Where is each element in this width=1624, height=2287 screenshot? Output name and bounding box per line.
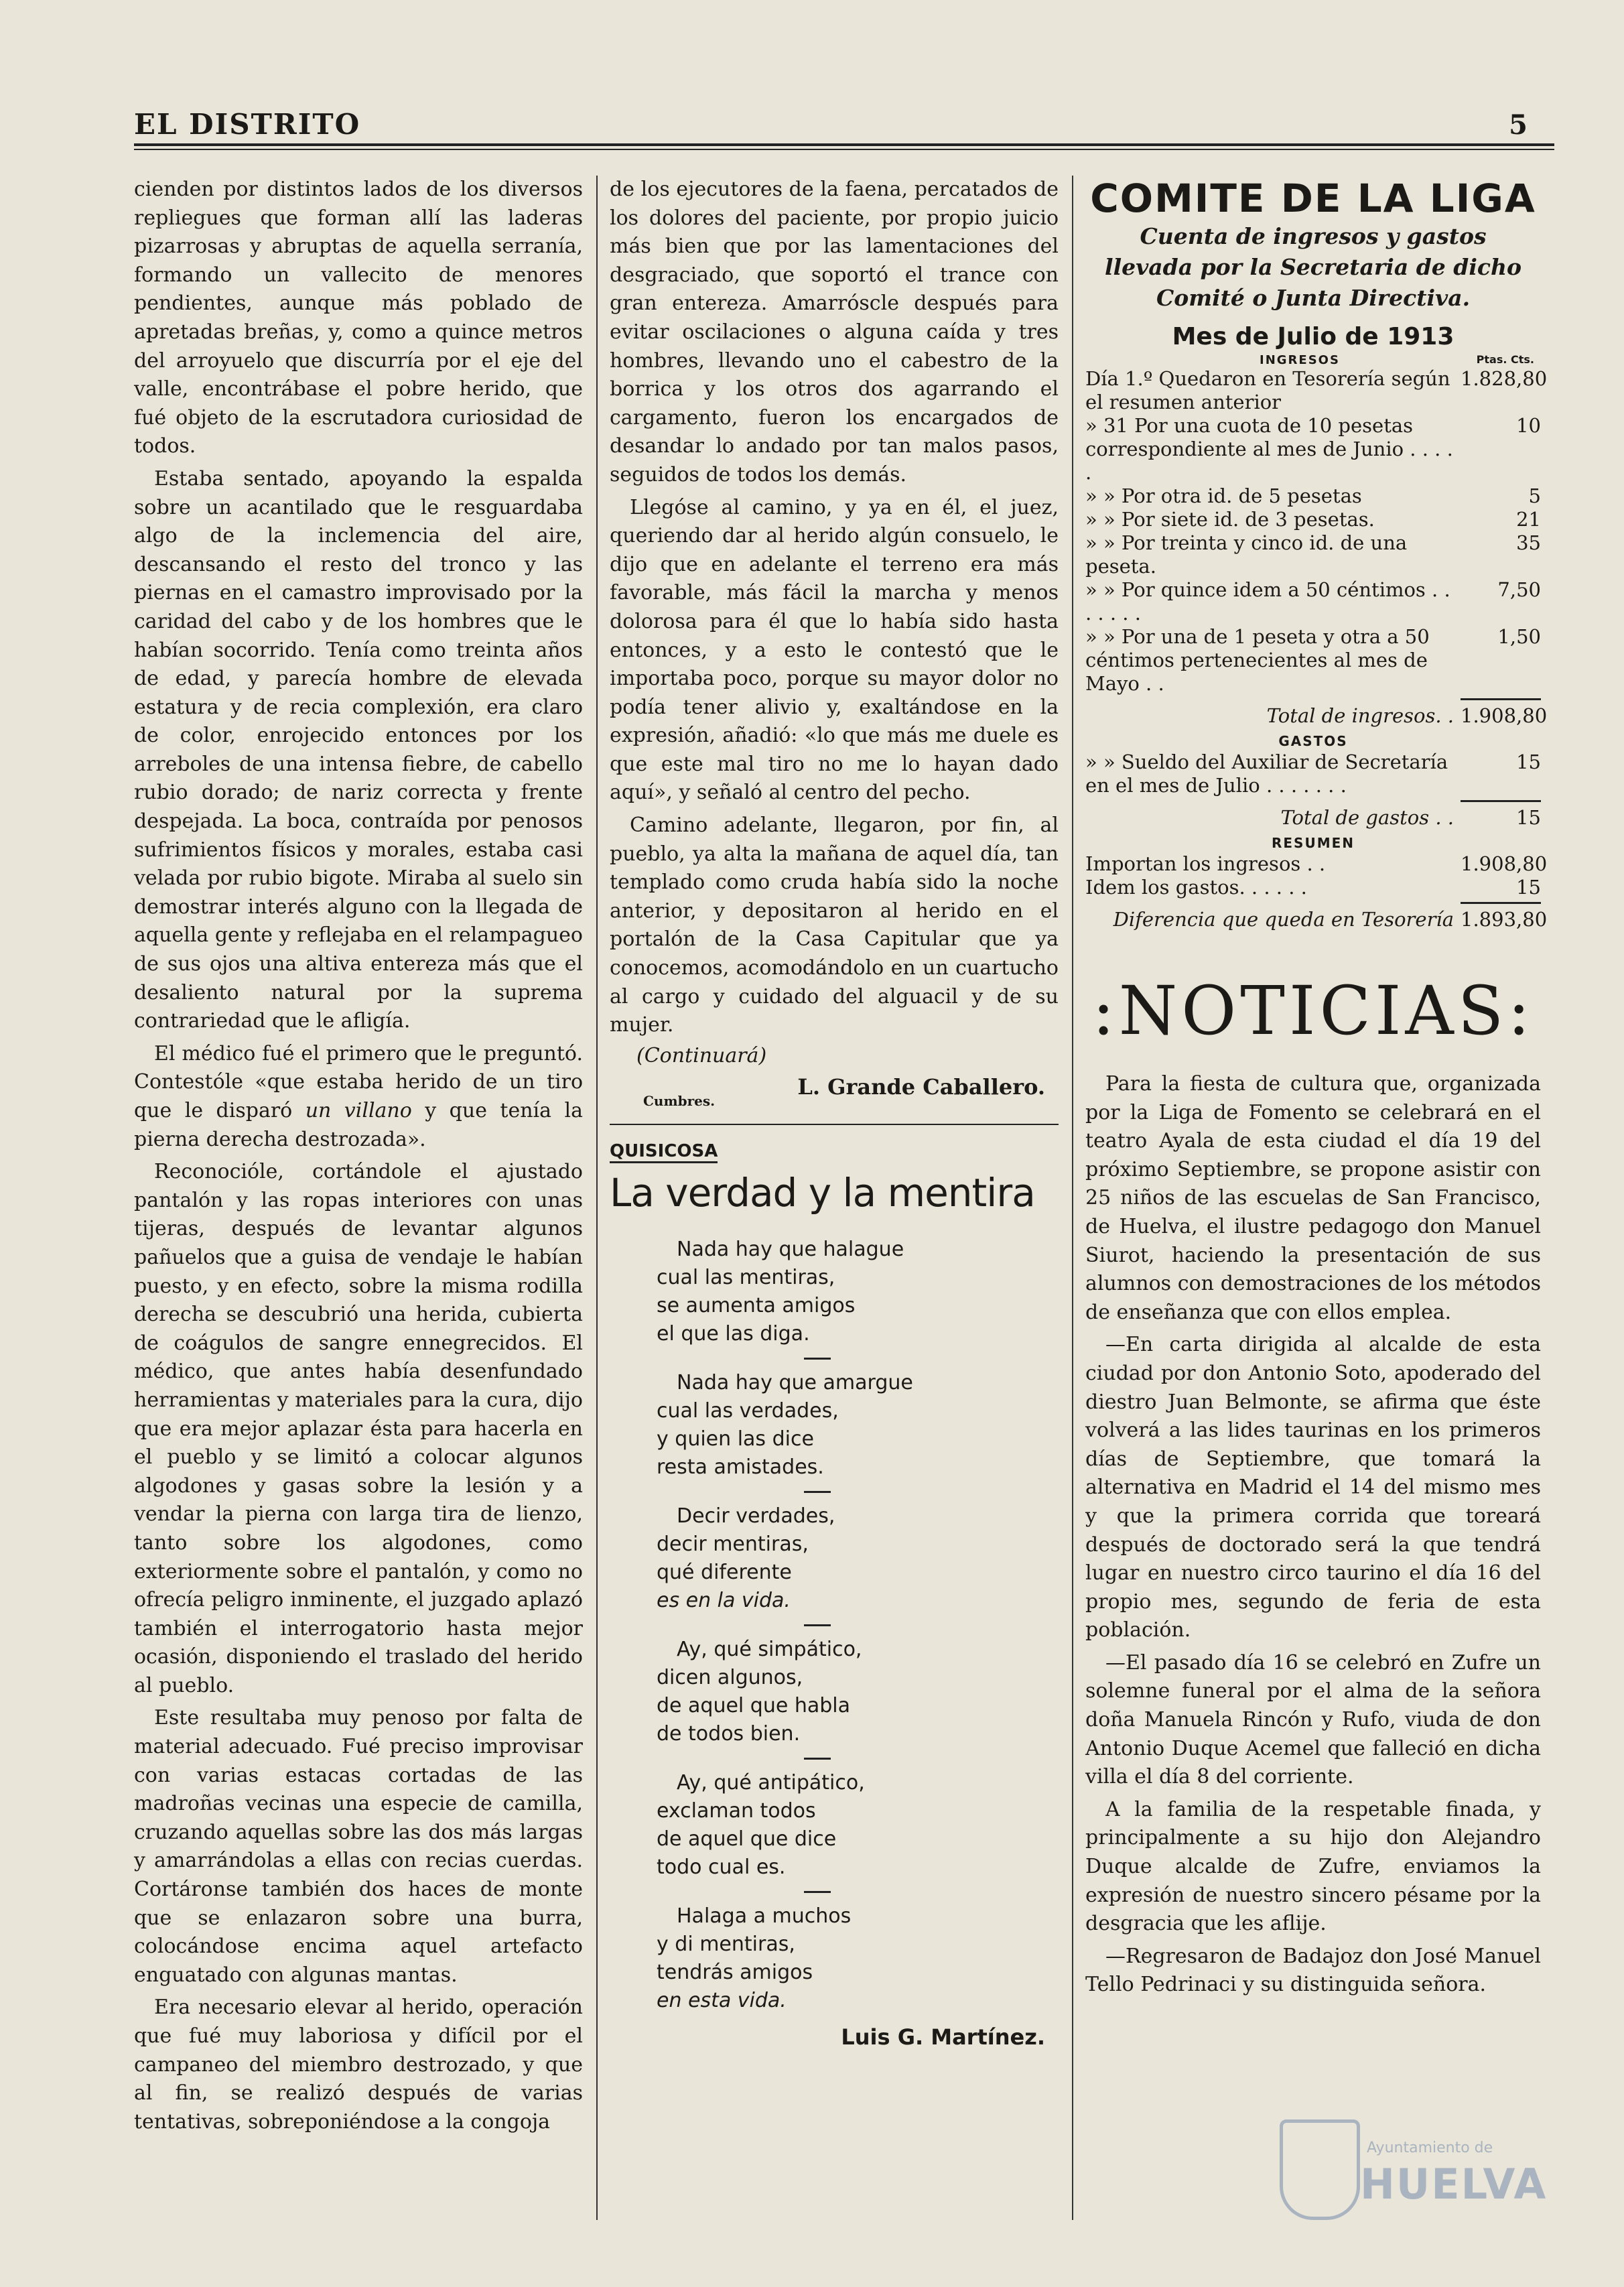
total-ingresos-row bbox=[1085, 704, 1548, 728]
poem-line: en esta vida. bbox=[657, 1988, 787, 2012]
paragraph: Reconocióle, cortándole el ajustado pantalón y las ropas interiores con unas tijeras, después de levantar algunos pañuelos que a guisa de vendaje le habían puesto, y en efecto, sobre la misma rodilla derecha se descubrió una herida, cubierta de coágulos de sangre ennegrecidos. El médico, que antes había desenfundado herramientas y materiales para la cura, dijo que era mejor aplazar ésta para hacerla en el pueblo y se limitó a colocar algunos algodones y gasas sobre la lesión y a vendar la pierna con larga tira de lienzo, tanto sobre los algodones, como exteriormente sobre el pantalón, y como no ofrecía peligro inminente, el juzgado aplazó también el interrogatorio hasta mejor ocasión, disponiendo el traslado del herido al pueblo. bbox=[134, 1160, 583, 1697]
poem-line: cual las verdades, bbox=[657, 1398, 839, 1423]
ingreso-row bbox=[1085, 414, 1541, 484]
ingreso-row-description: » » Por una de 1 peseta y otra a 50 céntimos pertenecientes al mes de Mayo . . bbox=[1085, 625, 1430, 695]
gasto-row-description: » » Sueldo del Auxiliar de Secretaría en el mes de Julio . . . . . . . bbox=[1085, 750, 1448, 797]
ingreso-row bbox=[1085, 367, 1548, 414]
paragraph bbox=[134, 1040, 583, 1154]
poem-line: Ay, qué antipático, bbox=[677, 1770, 865, 1794]
ingreso-row-description: » 31 Por una cuota de 10 pesetas correspondiente al mes de Junio . . . . . bbox=[1085, 414, 1453, 484]
sum-rule bbox=[1461, 902, 1541, 904]
ingreso-row bbox=[1085, 508, 1541, 531]
poem-line: cual las mentiras, bbox=[657, 1265, 835, 1289]
resumen-row bbox=[1085, 876, 1541, 899]
resumen-row-amount: 1.908,80 bbox=[1461, 852, 1548, 875]
ingresos-label: INGRESOS bbox=[1260, 353, 1340, 367]
news-paragraph: —El pasado día 16 se celebró en Zufre un solemne funeral por el alma de la señora doña Manuela Rincón y Rufo, viuda de don Antonio Duque Acemel que falleció en dicha villa el día 8 del corriente. bbox=[1085, 1650, 1541, 1789]
page-header bbox=[134, 101, 1554, 141]
poem-line: el que las diga. bbox=[657, 1321, 810, 1346]
news-paragraph: A la familia de la respetable finada, y principalmente a su hijo don Alejandro Duque alcalde de Zufre, enviamos la expresión de nuestro sincero pésame por la desgracia que les aflije. bbox=[1085, 1797, 1541, 1936]
gastos-list bbox=[1085, 750, 1541, 797]
ingreso-row bbox=[1085, 625, 1541, 696]
poem-line: todo cual es. bbox=[657, 1855, 786, 1879]
paragraph: Estaba sentado, apoyando la espalda sobre un acantilado que le resguardaba algo de la inclemencia del aire, descansando el resto del tronco y las piernas en el camastro improvisado por la caridad del cabo y de los hombres que le habían socorrido. Tenía como treinta años de edad, y parecía hombre de elevada estatura y de recia complexión, era claro de color, enrojecido entonces por los arreboles de una intensa fiebre, de cabello rubio dorado; de nariz correcta y frente despejada. La boca, contraída por penosos sufrimientos físicos y morales, estaba casi velada por rubio bigote. Miraba al suelo sin demostrar interés alguno con la llegada de aquella gente y reflejaba en el relampagueo de sus ojos una altiva entereza más que el desaliento natural por la suprema contrariedad que le afligía. bbox=[134, 466, 583, 1033]
resumen-label: RESUMEN bbox=[1271, 835, 1355, 851]
poem-line: qué diferente bbox=[657, 1560, 792, 1584]
paragraph: cienden por distintos lados de los diversos repliegues que forman allí las laderas pizarrosas y abruptas de aquella serranía, formando un vallecito de menores pendientes, aunque más poblado de apretadas breñas, y, como a quince metros del arroyuelo que discurría por el eje del valle, encontrábase el pobre herido, que fué objeto de la escrutadora curiosidad de todos. bbox=[134, 178, 583, 458]
paragraph: Llegóse al camino, y ya en él, el juez, queriendo dar al herido algún consuelo, le dijo que en adelante el terreno era más favorable, más fácil la marcha y menos dolorosa para él que lo había sido hasta entonces, y a esto le contestó que le importaba poco, porque su mayor dolor no podía tener alivio y, exaltándose en la expresión, añadió: «lo que más me duele es que este mal tiro no me lo hayan dado aquí», y señaló al centro del pecho. bbox=[610, 495, 1059, 805]
poem-title: La verdad y la mentira bbox=[610, 1169, 1035, 1216]
poem-line: tendrás amigos bbox=[657, 1960, 813, 1984]
watermark-line2: HUELVA bbox=[1360, 2160, 1548, 2209]
ingreso-row-amount: 10 bbox=[1516, 414, 1541, 437]
resumen-row-amount: 15 bbox=[1516, 876, 1541, 899]
ingreso-row-amount: 1,50 bbox=[1497, 625, 1541, 648]
poem-line: y di mentiras, bbox=[657, 1932, 795, 1956]
poem bbox=[610, 1236, 1059, 2015]
stanza-divider bbox=[804, 1358, 831, 1360]
ingreso-row-amount: 5 bbox=[1528, 484, 1541, 507]
poem-line: Nada hay que amargue bbox=[677, 1370, 913, 1394]
stanza-divider bbox=[804, 1758, 831, 1760]
total-ingresos-value: 1.908,80 bbox=[1461, 704, 1548, 727]
ingreso-row-description: » » Por otra id. de 5 pesetas bbox=[1085, 484, 1362, 507]
currency-label: Ptas. Cts. bbox=[1476, 353, 1534, 366]
column-2 bbox=[610, 176, 1059, 2050]
total-ingresos-label: Total de ingresos. . bbox=[1266, 704, 1454, 727]
stanza-divider bbox=[804, 1891, 831, 1893]
liga-subtitle: llevada por la Secretaria de dicho Comité o Junta Directiva. bbox=[1105, 254, 1521, 311]
ingreso-row-amount: 21 bbox=[1516, 508, 1541, 531]
column-1 bbox=[134, 176, 583, 2140]
diferencia-label: Diferencia que queda en Tesorería bbox=[1113, 908, 1454, 931]
total-gastos-row bbox=[1085, 806, 1541, 830]
poem-line: resta amistades. bbox=[657, 1455, 824, 1479]
watermark-line1: Ayuntamiento de bbox=[1367, 2140, 1493, 2156]
news-paragraph: Para la fiesta de cultura que, organizada por la Liga de Fomento se celebrará en el teatro Ayala de esta ciudad el día 19 del próximo Septiembre, se propone asistir con 25 niños de las escuelas de San Francisco, de Huelva, el ilustre pedagogo don Manuel Siurot, haciendo la presentación de sus alumnos con demostraciones de los métodos de enseñanza que con ellos emplea. bbox=[1085, 1072, 1541, 1324]
masthead: EL DISTRITO bbox=[134, 108, 361, 141]
poem-line: Nada hay que halague bbox=[677, 1237, 904, 1261]
poem-stanza bbox=[657, 1236, 1059, 1348]
article-place: Cumbres. bbox=[643, 1092, 716, 1109]
poem-author: Luis G. Martínez. bbox=[841, 2024, 1045, 2050]
header-rule bbox=[134, 143, 1554, 146]
resumen-list bbox=[1085, 852, 1548, 899]
stanza-divider bbox=[804, 1491, 831, 1493]
sum-rule bbox=[1461, 800, 1541, 802]
poem-stanza bbox=[657, 1369, 1059, 1482]
ingreso-row-amount: 35 bbox=[1516, 531, 1541, 554]
poem-line: exclaman todos bbox=[657, 1799, 816, 1823]
paragraph: Camino adelante, llegaron, por fin, al pueblo, ya alta la mañana de aquel día, tan templado como cruda había sido la noche anterior, y depositaron al herido en el portalón de la Casa Capitular que ya conocemos, acomodándolo en un cuartucho al cargo y cuidado del alguacil y de su mujer. bbox=[610, 813, 1059, 1037]
ingresos-header bbox=[1085, 353, 1541, 367]
poem-line: Ay, qué simpático, bbox=[677, 1637, 862, 1661]
liga-title: COMITE DE LA LIGA bbox=[1090, 176, 1536, 221]
ingreso-row-description: » » Por siete id. de 3 pesetas. bbox=[1085, 508, 1375, 531]
column-3 bbox=[1085, 176, 1548, 2004]
news-paragraph: —Regresaron de Badajoz don José Manuel Tello Pedrinaci y su distinguida señora. bbox=[1085, 1944, 1541, 1997]
page-number: 5 bbox=[1509, 109, 1528, 141]
column-divider bbox=[1072, 176, 1073, 2220]
diferencia-row bbox=[1085, 908, 1548, 931]
gastos-label: GASTOS bbox=[1278, 733, 1348, 749]
poem-line: es en la vida. bbox=[657, 1588, 791, 1612]
newspaper-page bbox=[121, 0, 1554, 2287]
paragraph: Era necesario elevar al herido, operación que fué muy laboriosa y difícil por el campaneo del miembro destrozado, y que al fin, se realizó después de varias tentativas, sobreponiéndose a la congoja bbox=[134, 1996, 583, 2134]
ingresos-list bbox=[1085, 367, 1548, 696]
poem-line: se aumenta amigos bbox=[657, 1293, 856, 1317]
text-run: El médico fué el primero que le preguntó. Contestóle «que estaba herido de un tiro que le disparó bbox=[134, 1041, 583, 1122]
resumen-row-description: Importan los ingresos . . bbox=[1085, 852, 1326, 875]
ingreso-row-description: » » Por treinta y cinco id. de una peseta. bbox=[1085, 531, 1408, 578]
ingreso-row-description: Día 1.º Quedaron en Tesorería según el resumen anterior bbox=[1085, 367, 1450, 413]
stanza-divider bbox=[804, 1624, 831, 1626]
ingreso-row-amount: 7,50 bbox=[1497, 578, 1541, 601]
text-run: y que tenía la pierna derecha destrozada». bbox=[134, 1099, 583, 1151]
resumen-row bbox=[1085, 852, 1548, 876]
paragraph: de los ejecutores de la faena, percatados de los dolores del paciente, por propio juicio más bien que por las lamentaciones del desgraciado, que soportó el trance con gran entereza. Amarróscle después para evitar oscilaciones o alguna caída y tres hombres, llevando uno el cabestro de la borrica y los otros dos agarrando el cargamento, fueron los encargados de desandar lo andado por tan malos pasos, seguidos de todos los demás. bbox=[610, 178, 1059, 486]
ingreso-row-description: » » Por quince idem a 50 céntimos . . . . . . . bbox=[1085, 578, 1450, 625]
section-rule bbox=[610, 1124, 1059, 1125]
poem-stanza bbox=[657, 1636, 1059, 1748]
archive-watermark bbox=[1280, 2113, 1548, 2233]
ingreso-row bbox=[1085, 484, 1541, 508]
coat-of-arms-icon bbox=[1280, 2119, 1360, 2220]
total-gastos-label: Total de gastos . . bbox=[1280, 806, 1454, 829]
column-divider bbox=[596, 176, 598, 2220]
poem-stanza bbox=[657, 1502, 1059, 1615]
poem-line: dicen algunos, bbox=[657, 1665, 803, 1689]
section-kicker: QUISICOSA bbox=[610, 1141, 718, 1163]
total-gastos-value: 15 bbox=[1516, 806, 1541, 829]
poem-line: Decir verdades, bbox=[677, 1504, 835, 1528]
emphasis-text: un villano bbox=[305, 1099, 412, 1122]
noticias-title: :NOTICIAS: bbox=[1092, 972, 1534, 1050]
liga-subtitle: Cuenta de ingresos y gastos bbox=[1140, 223, 1487, 249]
poem-line: y quien las dice bbox=[657, 1427, 814, 1451]
noticias-list bbox=[1085, 1070, 1541, 2000]
poem-line: de aquel que dice bbox=[657, 1827, 837, 1851]
header-rule-thin bbox=[134, 149, 1554, 150]
gasto-row bbox=[1085, 750, 1541, 797]
poem-line: de todos bien. bbox=[657, 1721, 801, 1746]
accounts-month: Mes de Julio de 1913 bbox=[1172, 323, 1454, 350]
ingreso-row bbox=[1085, 531, 1541, 578]
poem-stanza bbox=[657, 1769, 1059, 1882]
paragraph: Este resultaba muy penoso por falta de material adecuado. Fué preciso improvisar con varias estacas cortadas de las madroñas vecinas una especie de camilla, cruzando aquellas sobre las dos más largas y amarrándolas a ellas con recias cuerdas. Cortáronse también dos haces de monte que se enlazaron sobre una burra, colocándose encima aquel artefacto enguatado con algunas mantas. bbox=[134, 1706, 583, 1987]
continued-note: (Continuará) bbox=[636, 1043, 767, 1067]
news-paragraph: —En carta dirigida al alcalde de esta ciudad por don Antonio Soto, apoderado del diestro Juan Belmonte, se afirma que éste volverá a las lides taurinas en los primeros días de Septiembre, que tomará la alternativa en Madrid el 14 del mismo mes y que la primera corrida que toreará después de doctorado será la que tendrá lugar en nuestro circo taurino el día 16 del propio mes, segundo de feria de esta población. bbox=[1085, 1333, 1541, 1642]
gasto-row-amount: 15 bbox=[1516, 750, 1541, 773]
poem-line: decir mentiras, bbox=[657, 1532, 809, 1556]
poem-stanza bbox=[657, 1902, 1059, 2015]
poem-line: Halaga a muchos bbox=[677, 1904, 852, 1928]
poem-line: de aquel que habla bbox=[657, 1693, 851, 1717]
diferencia-value: 1.893,80 bbox=[1461, 908, 1548, 931]
sum-rule bbox=[1461, 698, 1541, 700]
resumen-row-description: Idem los gastos. . . . . . bbox=[1085, 876, 1307, 899]
ingreso-row-amount: 1.828,80 bbox=[1461, 367, 1548, 390]
article-author: L. Grande Caballero. bbox=[797, 1073, 1045, 1100]
ingreso-row bbox=[1085, 578, 1541, 625]
